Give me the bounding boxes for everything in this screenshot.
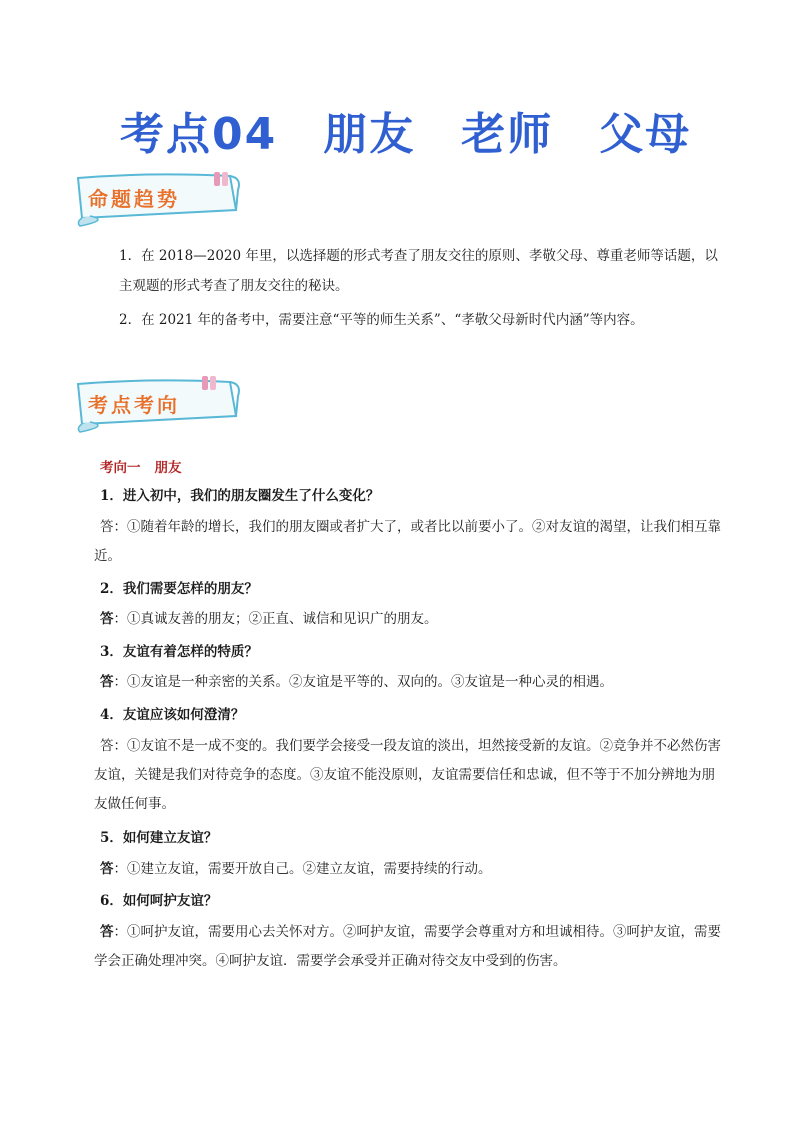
direction-banner-label: 考点考向 (88, 393, 180, 417)
clip-icon (214, 172, 220, 186)
page-title (120, 98, 760, 160)
question-5: 5．如何建立友谊？ (100, 830, 218, 846)
question-4: 4．友谊应该如何澄清？ (100, 707, 245, 723)
direction-banner (70, 376, 245, 436)
trend-paragraph-1: 1．在 2018—2020 年里，以选择题的形式考查了朋友交往的原则、孝敬父母、尊重老师等话题，以主观题的形式考查了朋友交往的秘诀。 (119, 248, 718, 294)
trend-paragraph-2: 2．在 2021 年的备考中，需要注意“平等的师生关系”、“孝敬父母新时代内涵”等内容。 (119, 312, 644, 328)
title-parents: 父母 (599, 109, 692, 160)
answer-3: 答：①友谊是一种亲密的关系。②友谊是平等的、双向的。③友谊是一种心灵的相遇。 (100, 674, 613, 690)
answer-5: 答：①建立友谊，需要开放自己。②建立友谊，需要持续的行动。 (100, 861, 492, 877)
answer-2: 答：①真诚友善的朋友；②正直、诚信和见识广的朋友。 (100, 611, 438, 627)
trend-banner-label: 命题趋势 (88, 187, 180, 211)
clip-icon (202, 376, 208, 390)
title-teachers: 老师 (461, 109, 554, 160)
answer-6: 答：①呵护友谊，需要用心去关怀对方。②呵护友谊，需要学会尊重对方和坦诚相待。③呵护友谊，需要学会正确处理冲突。④呵护友谊．需要学会承受并正确对待交友中受到的伤害。 (94, 924, 721, 969)
answer-1: 答：①随着年龄的增长，我们的朋友圈或者扩大了，或者比以前要小了。②对友谊的渴望，让我们相互靠近。 (94, 519, 721, 564)
question-3: 3．友谊有着怎样的特质？ (100, 644, 258, 660)
question-6: 6．如何呵护友谊？ (100, 893, 218, 909)
section-label: 考向一 (100, 460, 141, 476)
section-heading (100, 456, 182, 476)
section-name: 朋友 (154, 460, 182, 476)
question-1: 1．进入初中，我们的朋友圈发生了什么变化？ (100, 488, 380, 504)
answer-4: 答：①友谊不是一成不变的。我们要学会接受一段友谊的淡出，坦然接受新的友谊。②竞争并不必然伤害友谊，关键是我们对待竞争的态度。③友谊不能没原则，友谊需要信任和忠诚，但不等于不加分辨地为朋友做任何事。 (94, 738, 721, 812)
title-friends: 朋友 (323, 109, 416, 160)
title-topic-number: 考点04 (120, 109, 278, 160)
trend-banner (70, 170, 245, 230)
question-2: 2．我们需要怎样的朋友？ (100, 581, 258, 597)
